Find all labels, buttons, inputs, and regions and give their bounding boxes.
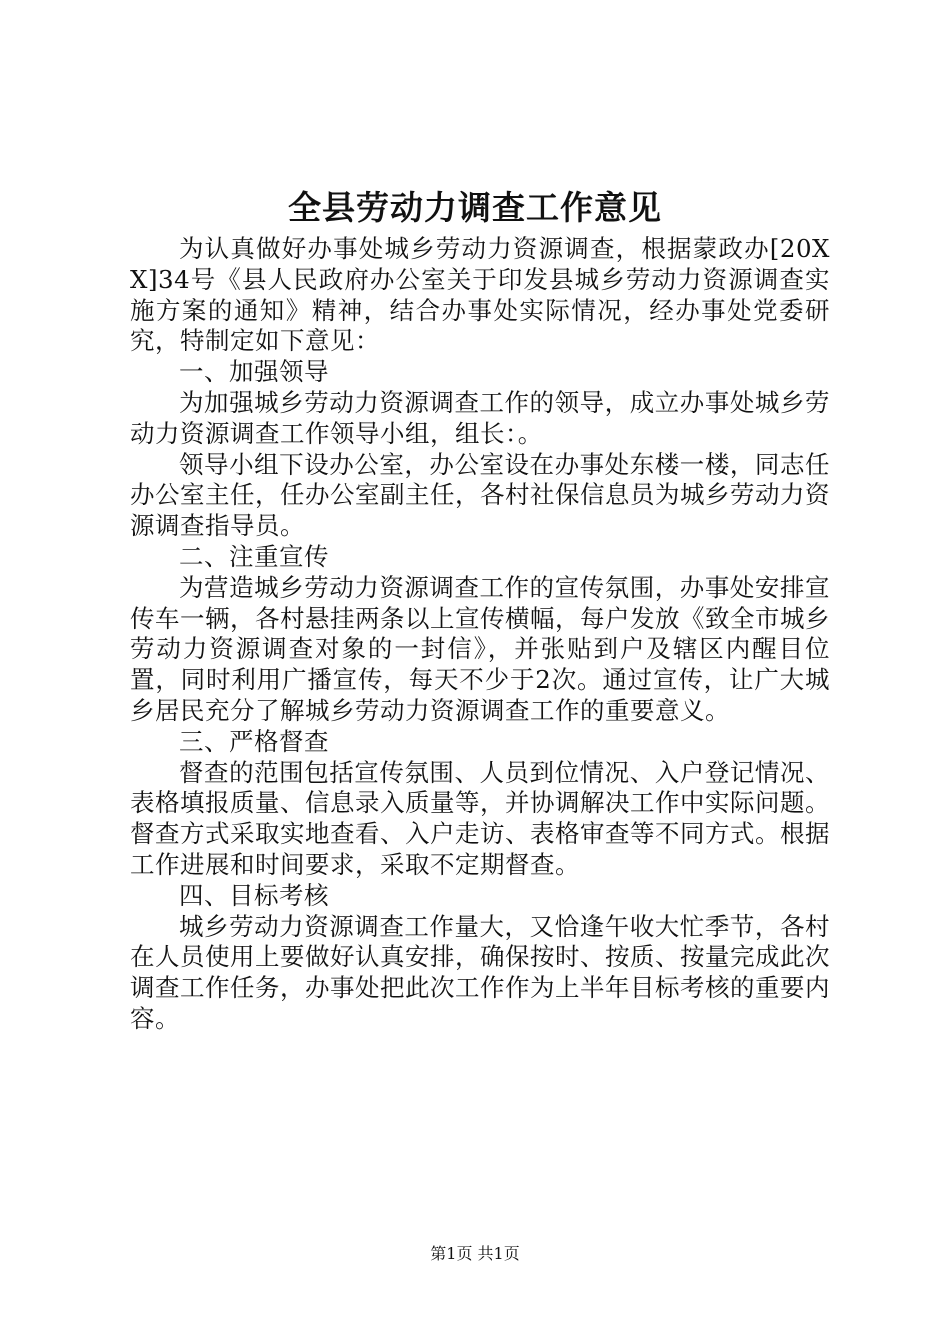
section-heading-publicity: 二、注重宣传 xyxy=(179,541,329,571)
section-heading-supervision: 三、严格督查 xyxy=(179,726,329,756)
document-body xyxy=(130,234,830,1035)
intro-paragraph: 为认真做好办事处城乡劳动力资源调查，根据蒙政办[20XX]34号《县人民政府办公室关于印发县城乡劳动力资源调查实施方案的通知》精神，结合办事处实际情况，经办事处党委研究，特制定如下意见： xyxy=(130,234,830,356)
leadership-paragraph-1: 为加强城乡劳动力资源调查工作的领导，成立办事处城乡劳动力资源调查工作领导小组，组长：。 xyxy=(130,387,830,448)
publicity-paragraph: 为营造城乡劳动力资源调查工作的宣传氛围，办事处安排宣传车一辆，各村悬挂两条以上宣传横幅，每户发放《致全市城乡劳动力资源调查对象的一封信》，并张贴到户及辖区内醒目位置，同时利用广播宣传，每天不少于2次。通过宣传，让广大城乡居民充分了解城乡劳动力资源调查工作的重要意义。 xyxy=(130,572,830,725)
leadership-paragraph-2: 领导小组下设办公室，办公室设在办事处东楼一楼，同志任办公室主任，任办公室副主任，各村社保信息员为城乡劳动力资源调查指导员。 xyxy=(130,449,830,541)
supervision-paragraph: 督查的范围包括宣传氛围、人员到位情况、入户登记情况、表格填报质量、信息录入质量等，并协调解决工作中实际问题。督查方式采取实地查看、入户走访、表格审查等不同方式。根据工作进展和时间要求，采取不定期督查。 xyxy=(130,757,830,879)
page-footer: 第1页 共1页 xyxy=(430,1244,520,1263)
section-heading-leadership: 一、加强领导 xyxy=(179,357,329,387)
assessment-paragraph: 城乡劳动力资源调查工作量大，又恰逢午收大忙季节，各村在人员使用上要做好认真安排，确保按时、按质、按量完成此次调查工作任务，办事处把此次工作作为上半年目标考核的重要内容。 xyxy=(130,911,830,1033)
document-title: 全县劳动力调查工作意见 xyxy=(288,188,662,227)
section-heading-assessment: 四、目标考核 xyxy=(179,880,329,910)
